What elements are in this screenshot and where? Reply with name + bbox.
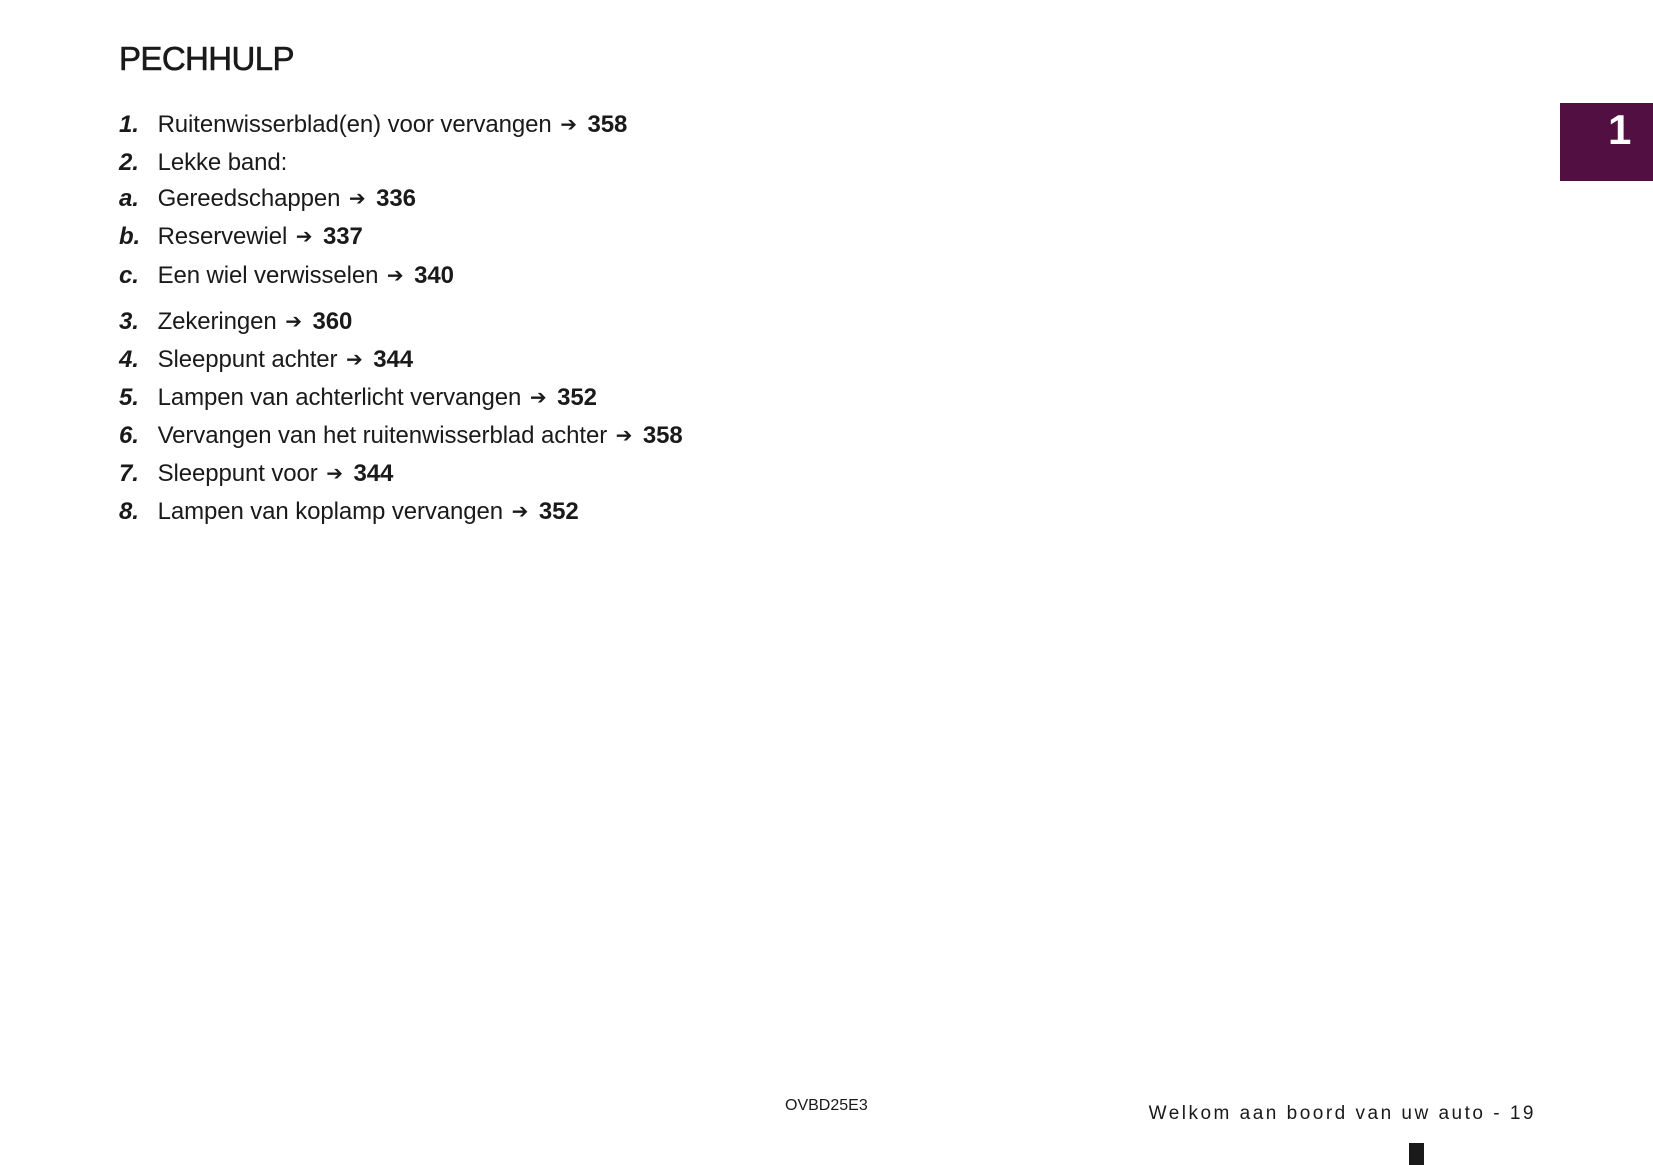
item-number: 7. <box>119 460 139 487</box>
page-reference-link[interactable]: 340 <box>414 262 454 289</box>
arrow-right-icon: ➔ <box>295 226 313 248</box>
list-item[interactable] <box>119 421 683 452</box>
item-text: Sleeppunt voor <box>157 460 318 487</box>
list-item[interactable] <box>119 345 413 376</box>
page-reference-link[interactable]: 358 <box>642 422 683 449</box>
item-number: c. <box>119 262 139 289</box>
item-text: Zekeringen <box>157 308 277 335</box>
item-number: 1. <box>119 111 139 138</box>
list-item[interactable] <box>119 459 393 490</box>
item-text: Sleeppunt achter <box>157 346 338 373</box>
item-text: Een wiel verwisselen <box>157 262 379 289</box>
section-marker <box>1409 1143 1424 1165</box>
arrow-right-icon: ➔ <box>285 311 302 333</box>
list-item[interactable] <box>119 497 579 528</box>
page-reference-link[interactable]: 344 <box>353 460 394 487</box>
page-reference-link[interactable]: 358 <box>587 111 628 138</box>
item-number: a. <box>119 185 139 212</box>
page-reference-link[interactable]: 344 <box>373 346 414 373</box>
arrow-right-icon: ➔ <box>615 425 633 447</box>
list-item <box>119 148 287 178</box>
page-reference-link[interactable]: 360 <box>312 308 353 335</box>
page-reference-link[interactable]: 352 <box>557 384 597 411</box>
item-number: 4. <box>119 346 139 373</box>
page-title: PECHHULP <box>119 40 294 77</box>
list-item[interactable] <box>119 110 627 141</box>
arrow-right-icon: ➔ <box>346 349 363 371</box>
page-reference-link[interactable]: 352 <box>538 498 579 525</box>
list-item[interactable] <box>119 184 416 215</box>
item-text: Lekke band: <box>157 149 288 176</box>
arrow-right-icon: ➔ <box>386 265 404 287</box>
item-text: Lampen van achterlicht vervangen <box>157 384 522 411</box>
arrow-right-icon: ➔ <box>348 188 366 210</box>
arrow-right-icon: ➔ <box>529 387 547 409</box>
list-item[interactable] <box>119 261 454 292</box>
page-footer: Welkom aan boord van uw auto - 19 <box>1148 1103 1536 1124</box>
page-reference-link[interactable]: 337 <box>323 223 363 250</box>
chapter-tab: 1 <box>1560 103 1653 181</box>
page-reference-link[interactable]: 336 <box>376 185 416 212</box>
item-number: 6. <box>119 422 139 449</box>
document-code: OVBD25E3 <box>785 1097 868 1114</box>
item-text: Lampen van koplamp vervangen <box>157 498 504 525</box>
item-number: b. <box>119 223 141 250</box>
list-item[interactable] <box>119 222 363 253</box>
arrow-right-icon: ➔ <box>326 463 343 485</box>
item-text: Vervangen van het ruitenwisserblad achter <box>157 422 608 449</box>
list-item[interactable] <box>119 307 352 338</box>
item-number: 2. <box>119 149 139 176</box>
item-number: 5. <box>119 384 139 411</box>
item-text: Reservewiel <box>157 223 288 250</box>
list-item[interactable] <box>119 383 597 414</box>
arrow-right-icon: ➔ <box>560 114 577 136</box>
item-number: 3. <box>119 308 139 335</box>
item-text: Ruitenwisserblad(en) voor vervangen <box>157 111 552 138</box>
arrow-right-icon: ➔ <box>511 501 529 523</box>
item-number: 8. <box>119 498 139 525</box>
item-text: Gereedschappen <box>157 185 341 212</box>
